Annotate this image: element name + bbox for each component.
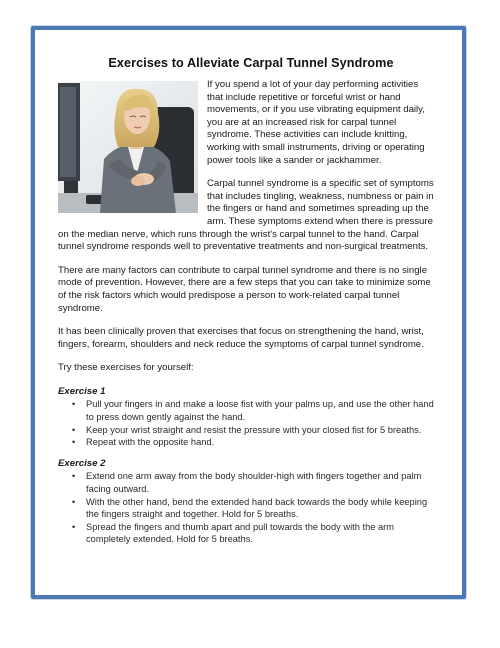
exercise-2-heading: Exercise 2 — [58, 457, 106, 469]
exercise-1-heading: Exercise 1 — [58, 385, 106, 397]
woman-holding-wrist-photo — [58, 81, 198, 213]
list-item: • Spread the fingers and thumb apart and pull towards the body with the arm completely extended. Hold for 5 breaths. — [86, 521, 436, 546]
exercise-2-list — [58, 470, 436, 546]
paragraph-clinical: It has been clinically proven that exercises that focus on strengthening the hand, wrist, fingers, forearm, shoulders and neck reduce the symptoms of carpal tunnel syndrome. — [58, 326, 424, 350]
list-item: • Keep your wrist straight and resist the pressure with your closed fist for 5 breaths. — [86, 424, 436, 437]
article — [58, 56, 436, 555]
exercise-1-list — [58, 398, 436, 448]
paragraph-try: Try these exercises for yourself: — [58, 362, 194, 374]
list-item: • Pull your fingers in and make a loose fist with your palms up, and use the other hand to press down gently against the hand. — [86, 398, 436, 423]
list-item: • Repeat with the opposite hand. — [86, 436, 436, 449]
page-title: Exercises to Alleviate Carpal Tunnel Syndrome — [108, 56, 394, 70]
paragraph-intro: If you spend a lot of your day performing activities that include repetitive or forceful wrist or hand movements, or if you use vibrating equipment daily, you are at an increased risk for carpal tunnel syndrome. These activities can include knitting, working with small instruments, driving or operating power tools like a sander or jackhammer. — [207, 79, 425, 166]
paragraph-factors: There are many factors can contribute to carpal tunnel syndrome and there is no single mode of prevention. However, there are a few steps that you can take to minimize some of the risk factors which would predispose a person to work-related carpal tunnel syndrome. — [58, 264, 431, 314]
paragraph-symptoms: Carpal tunnel syndrome is a specific set of symptoms that includes tingling, weakness, numbness or pain in the fingers or hand and sometimes spreading up the arm. These symptoms extend when there is pressure on the median nerve, which runs through the wrist's carpal tunnel to the hand. Carpal tunnel syndrome responds well to preventative treatments and non-surgical treatments. — [58, 178, 434, 253]
list-item: • With the other hand, bend the extended hand back towards the body while keeping the fingers straight and together. Hold for 5 breaths. — [86, 496, 436, 521]
list-item: • Extend one arm away from the body shoulder-high with fingers together and palm facing outward. — [86, 470, 436, 495]
